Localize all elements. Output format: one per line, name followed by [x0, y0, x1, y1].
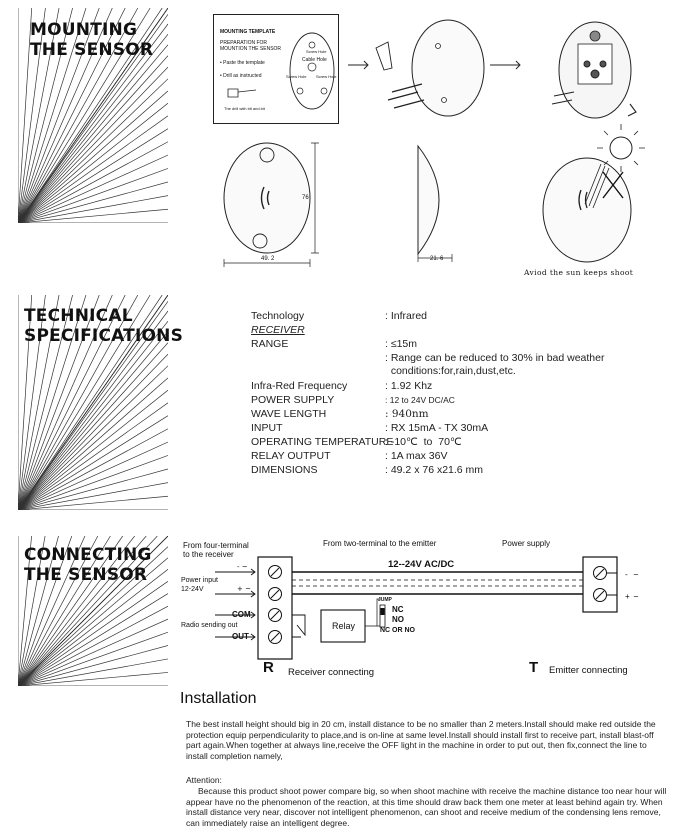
template-subtitle2: MOUNTION THE SENSOR	[220, 46, 282, 52]
label-t-letter: T	[529, 659, 539, 676]
svg-text:+ ~: + ~	[237, 585, 251, 593]
label-out: OUT	[232, 632, 249, 641]
from-four-line2: to the receiver	[183, 550, 234, 559]
spec-value: : RX 15mA - TX 30mA	[385, 422, 489, 434]
spec-value: conditions:for,rain,dust,etc.	[385, 365, 516, 377]
spec-value: : Infrared	[385, 310, 428, 322]
installation-paragraph: The best install height should big in 20 cm, install distance to be no smaller than 2 meters.Install should make red outside the protection equip perpendicularity to place,and is on-line at same level.Install should install first to receive part, install blast-off part again.When together at always line,receive the OFF light in the machine in order to put out, then fix,connect the line to install completion namely,	[186, 719, 656, 761]
spec-value: : 1A max 36V	[385, 450, 448, 462]
section-title-mounting	[30, 20, 153, 60]
svg-text:~: ~	[633, 571, 639, 579]
spec-label: RECEIVER	[251, 324, 305, 336]
label-power-input	[181, 576, 218, 594]
label-power-supply: Power supply	[502, 539, 551, 548]
label-emitter-connecting: Emitter connecting	[549, 665, 628, 676]
spec-label: OPERATING TEMPERATURE	[251, 436, 394, 448]
svg-text:+: +	[625, 592, 630, 601]
label-receiver-connecting: Receiver connecting	[288, 667, 375, 678]
specs-title-line1: TECHNICAL	[24, 306, 133, 326]
connecting-title-line1: CONNECTING	[24, 545, 152, 565]
spec-label: RELAY OUTPUT	[251, 450, 331, 462]
spec-value: : 49.2 x 76 x21.6 mm	[385, 464, 484, 476]
sun-warning-illustration	[535, 120, 645, 265]
mounting-title-line1: MOUNTING	[30, 20, 138, 40]
attention-paragraph: Because this product shoot power compare big, so when shoot machine with receive the machine distance too near hour will appear have no the phenomenon of the reaction, at this time should draw back them one meter at least behind again try. When install distance very near, discover not intelligent phenomenon, can shoot and receive medium of the condensing lens remove, can immediately raise an intelligent degree.	[186, 786, 667, 828]
spec-value: : Range can be reduced to 30% in bad weather	[385, 352, 605, 364]
label-relay: Relay	[332, 621, 356, 631]
section-title-specs	[24, 306, 183, 346]
label-relay-out: Radio sending out	[181, 622, 238, 629]
spec-label: DIMENSIONS	[251, 464, 318, 476]
installation-heading: Installation	[180, 690, 257, 707]
spec-label: RANGE	[251, 338, 289, 350]
section-title-connecting	[24, 545, 152, 585]
dimension-width-label: 49. 2	[261, 256, 275, 262]
label-from-four-terminal	[183, 541, 249, 559]
template-step1: • Paste the template	[220, 60, 265, 66]
spec-value: : ≤15m	[385, 338, 418, 350]
label-nc: NC	[392, 605, 404, 614]
mounting-template-card	[213, 14, 339, 124]
label-from-two-terminal: From two-terminal to the emitter	[323, 539, 437, 548]
label-jump: JUMP	[378, 597, 392, 603]
spec-label: Infra-Red Frequency	[251, 380, 348, 392]
svg-text:-: -	[625, 570, 628, 579]
template-cable-hole: Cable Hole	[302, 57, 327, 63]
template-screw-hole-top: Screw Hole	[306, 49, 327, 54]
power-input-line2: 12-24V	[181, 586, 204, 593]
template-subtitle1: PREPARATION FOR	[220, 40, 268, 46]
template-screw-hole-right: Screw Hole	[316, 74, 337, 79]
spec-value: : 1.92 Khz	[385, 380, 433, 392]
spec-label: WAVE LENGTH	[251, 408, 327, 420]
spec-label: Technology	[251, 310, 305, 322]
label-nc-or-no: NC OR NO	[380, 627, 415, 634]
label-r-letter: R	[263, 659, 274, 676]
template-drill-note: The drill with bit and bit	[224, 106, 265, 111]
spec-value: : 940nm	[385, 408, 429, 420]
label-com: COM	[232, 610, 251, 619]
dimension-height-label: 76	[302, 195, 309, 201]
power-input-line1: Power input	[181, 577, 218, 584]
spec-label: POWER SUPPLY	[251, 394, 335, 406]
spec-value: : -10℃ to 70℃	[385, 436, 462, 448]
template-title: MOUNTING TEMPLATE	[220, 29, 276, 35]
svg-text:- ~: - ~	[237, 563, 248, 571]
side-view-dimension-drawing	[412, 140, 462, 265]
template-step2: • Drill as instructed	[220, 73, 262, 79]
front-view-dimension-drawing	[215, 135, 323, 270]
attention-label: Attention:	[186, 775, 222, 785]
spec-table	[251, 310, 671, 480]
mounting-title-line2: THE SENSOR	[30, 40, 154, 60]
svg-text:~: ~	[633, 593, 639, 601]
connecting-title-line2: THE SENSOR	[24, 565, 148, 585]
label-no: NO	[392, 615, 404, 624]
spec-value: : 12 to 24V DC/AC	[385, 395, 455, 405]
drill-icon	[214, 15, 338, 123]
sun-caption: Aviod the sun keeps shoot	[524, 268, 634, 277]
from-four-line1: From four-terminal	[183, 541, 249, 550]
specs-title-line2: SPECIFICATIONS	[24, 326, 184, 346]
template-screw-hole-left: Screw Hole	[286, 74, 307, 79]
mounting-steps-illustration	[340, 8, 640, 128]
spec-label: INPUT	[251, 422, 283, 434]
dimension-depth-label: 21. 6	[430, 256, 444, 262]
label-voltage: 12--24V AC/DC	[388, 559, 455, 570]
